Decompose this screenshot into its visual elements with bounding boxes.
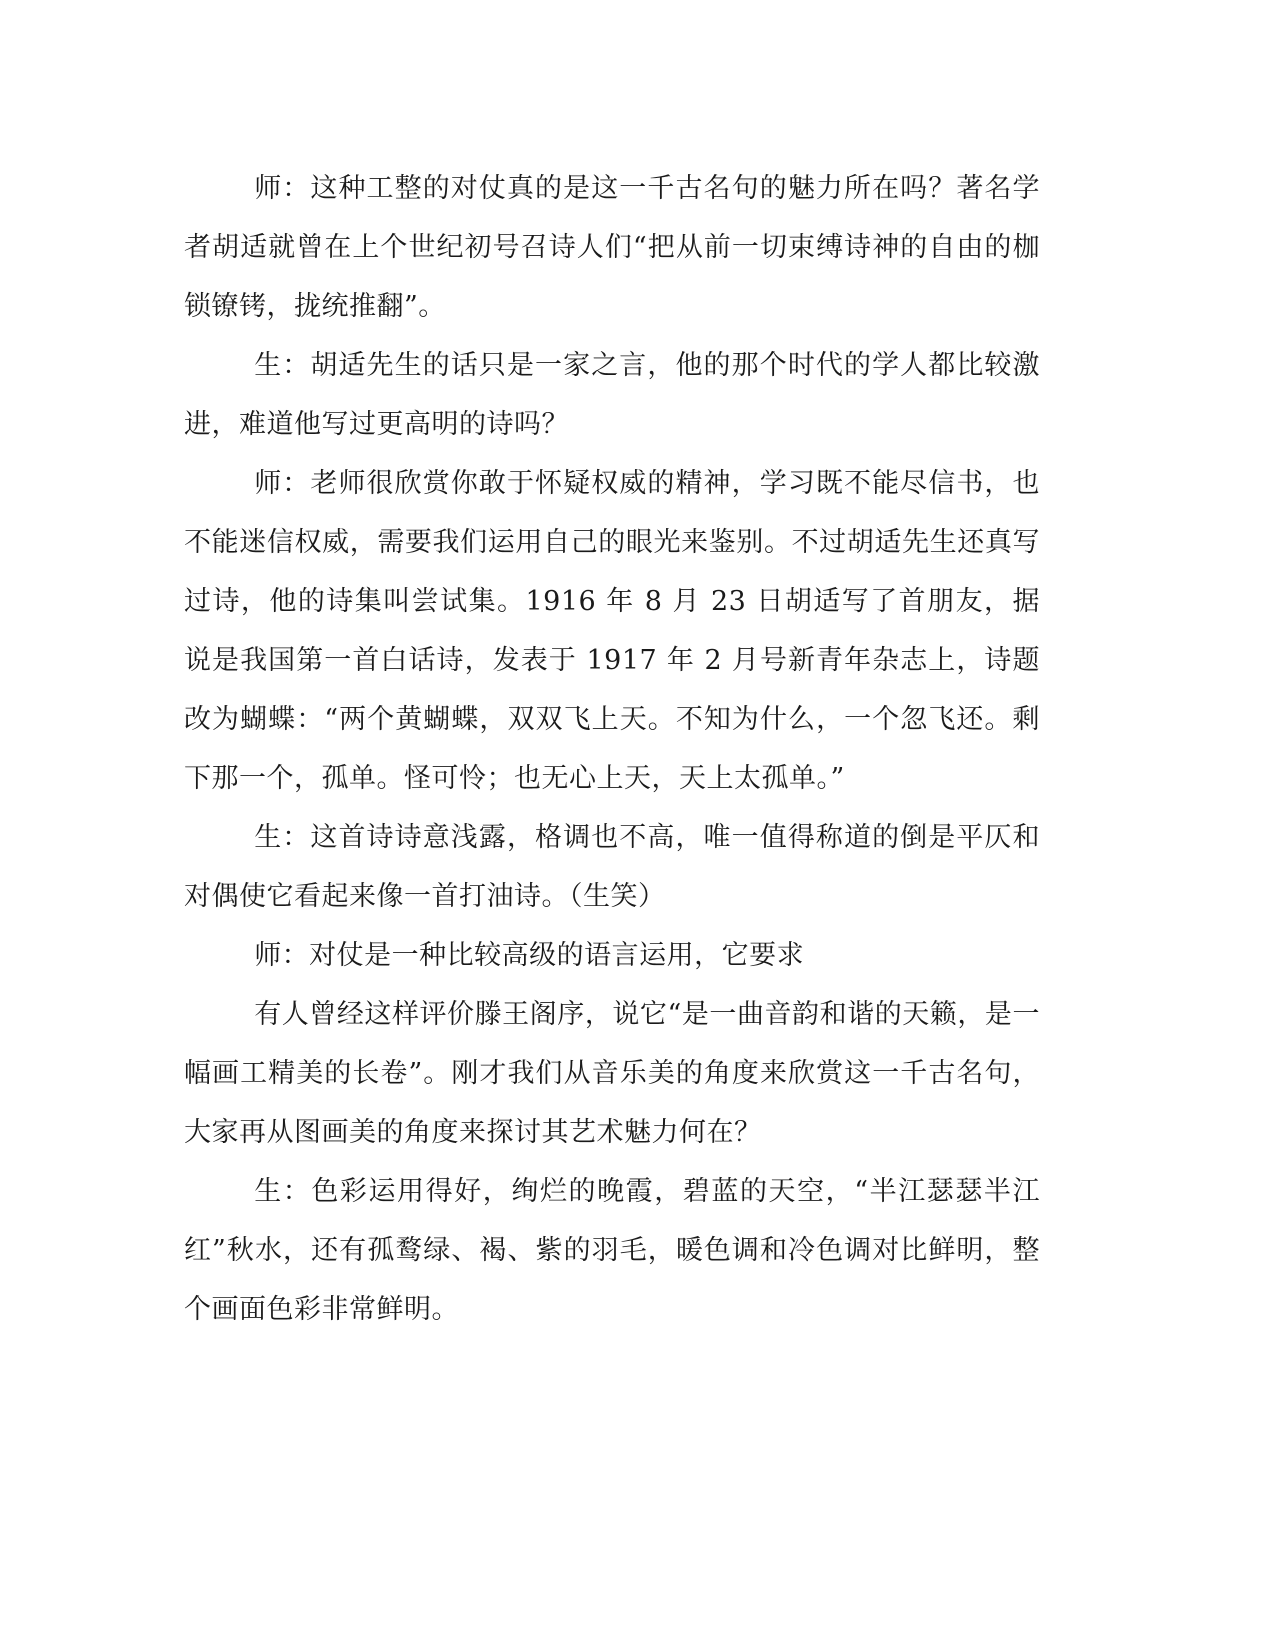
paragraph-teacher-butterfly-poem: 师：老师很欣赏你敢于怀疑权威的精神，学习既不能尽信书，也不能迷信权威，需要我们运用自己的眼光来鉴别。不过胡适先生还真写过诗，他的诗集叫尝试集。1916 年 8 月 23 日胡适写了首朋友，据说是我国第一首白话诗，发表于 1917 年 2 月号新青年杂志上，诗题改为蝴蝶：“两个黄蝴蝶，双双飞上天。不知为什么，一个忽飞还。剩下那一个，孤单。怪可怜；也无心上天，天上太孤单。” — [184, 468, 1040, 794]
paragraph-student-doggerel: 生：这首诗诗意浅露，格调也不高，唯一值得称道的倒是平仄和对偶使它看起来像一首打油诗。（生笑） — [184, 822, 1040, 912]
paragraph-student-reply: 生：胡适先生的话只是一家之言，他的那个时代的学人都比较激进，难道他写过更高明的诗吗？ — [184, 350, 1040, 440]
paragraph-teacher-hu-shi: 师：这种工整的对仗真的是这一千古名句的魅力所在吗？著名学者胡适就曾在上个世纪初号召诗人们“把从前一切束缚诗神的自由的枷锁镣铐，拢统推翻”。 — [184, 173, 1040, 322]
paragraph-pictorial-beauty: 有人曾经这样评价滕王阁序，说它“是一曲音韵和谐的天籁，是一幅画工精美的长卷”。刚才我们从音乐美的角度来欣赏这一千古名句，大家再从图画美的角度来探讨其艺术魅力何在？ — [184, 999, 1040, 1148]
document-body — [184, 159, 1040, 1339]
paragraph-teacher-antithesis: 师：对仗是一种比较高级的语言运用，它要求 — [254, 940, 805, 971]
paragraph-student-colors: 生：色彩运用得好，绚烂的晚霞，碧蓝的天空，“半江瑟瑟半江红”秋水，还有孤鹜绿、褐、紫的羽毛，暖色调和冷色调对比鲜明，整个画面色彩非常鲜明。 — [184, 1176, 1040, 1325]
